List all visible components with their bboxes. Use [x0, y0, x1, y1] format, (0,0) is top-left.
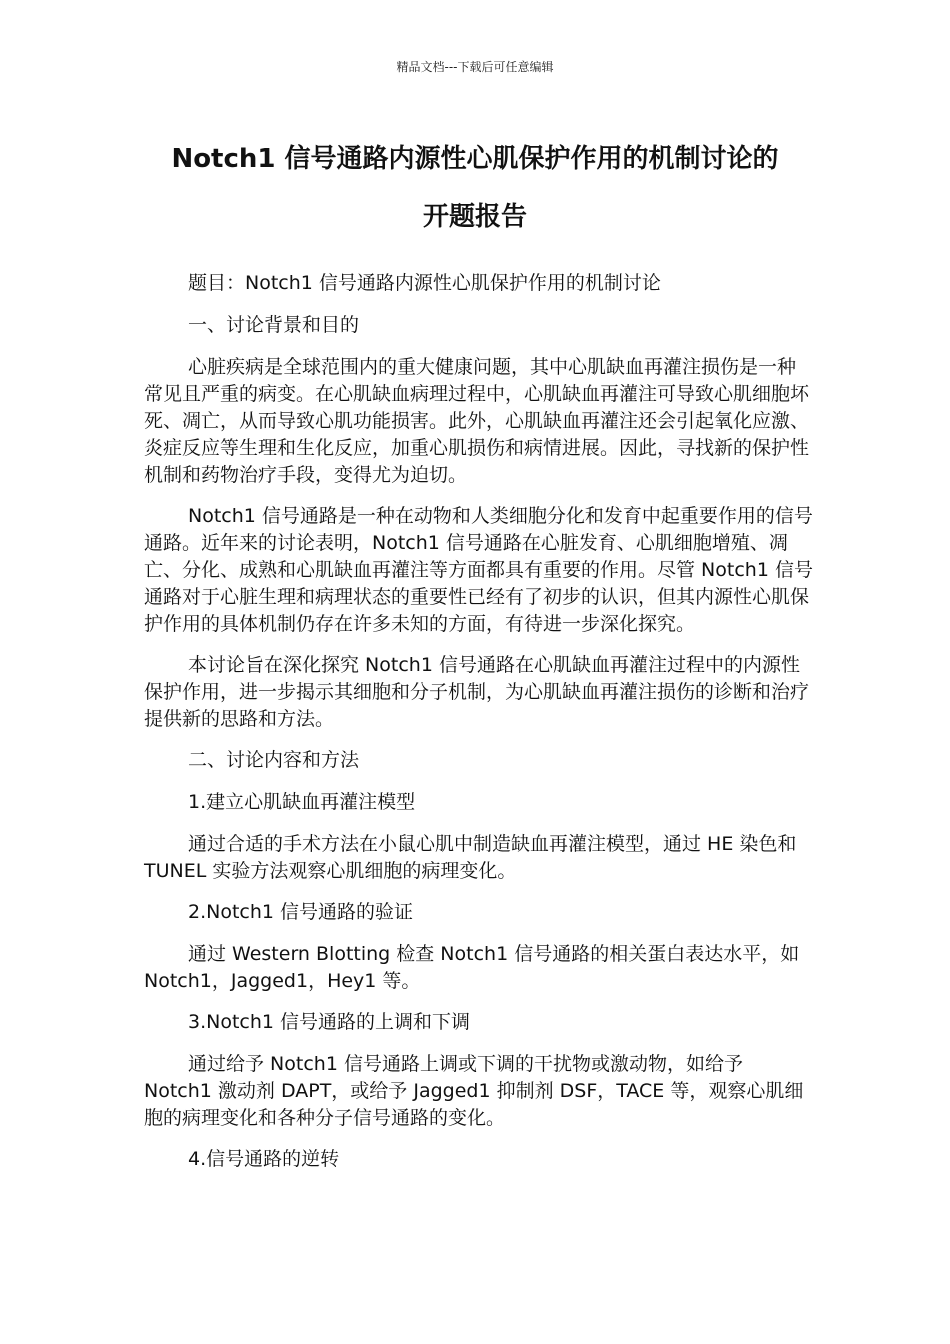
method-heading-2: 2.Notch1 信号通路的验证 — [188, 901, 414, 923]
method-paragraph-3: 通过给予 Notch1 信号通路上调或下调的干扰物或激动物，如给予 Notch1 激动剂 DAPT，或给予 Jagged1 抑制剂 DSF，TACE 等，观察心肌细胞的病理变化和各种分子信号通路的变化。 — [144, 1053, 804, 1129]
document-title-line-2: 开题报告 — [422, 202, 527, 232]
paragraph-background: 心脏疾病是全球范围内的重大健康问题，其中心肌缺血再灌注损伤是一种常见且严重的病变。在心肌缺血病理过程中，心肌缺血再灌注可导致心肌细胞坏死、凋亡，从而导致心肌功能损害。此外，心肌缺血再灌注还会引起氧化应激、炎症反应等生理和生化反应，加重心肌损伤和病情进展。因此，寻找新的保护性机制和药物治疗手段，变得尤为迫切。 — [144, 356, 810, 486]
section-heading-methods: 二、讨论内容和方法 — [188, 749, 360, 771]
method-paragraph-2: 通过 Western Blotting 检查 Notch1 信号通路的相关蛋白表达水平，如 Notch1，Jagged1，Hey1 等。 — [144, 943, 800, 992]
document-title-line-1: Notch1 信号通路内源性心肌保护作用的机制讨论的 — [171, 144, 779, 174]
section-heading-background: 一、讨论背景和目的 — [188, 314, 360, 336]
method-heading-1: 1.建立心肌缺血再灌注模型 — [188, 791, 416, 813]
document-body — [144, 270, 814, 1188]
topic-line: 题目：Notch1 信号通路内源性心肌保护作用的机制讨论 — [188, 272, 661, 294]
method-heading-4: 4.信号通路的逆转 — [188, 1148, 340, 1170]
paragraph-aim: 本讨论旨在深化探究 Notch1 信号通路在心肌缺血再灌注过程中的内源性保护作用，进一步揭示其细胞和分子机制，为心肌缺血再灌注损伤的诊断和治疗提供新的思路和方法。 — [144, 654, 810, 730]
method-paragraph-1: 通过合适的手术方法在小鼠心肌中制造缺血再灌注模型，通过 HE 染色和 TUNEL 实验方法观察心肌细胞的病理变化。 — [144, 833, 797, 882]
method-heading-3: 3.Notch1 信号通路的上调和下调 — [188, 1011, 471, 1033]
page-header-note: 精品文档---下载后可任意编辑 — [396, 60, 554, 74]
paragraph-notch1-intro: Notch1 信号通路是一种在动物和人类细胞分化和发育中起重要作用的信号通路。近年来的讨论表明，Notch1 信号通路在心脏发育、心肌细胞增殖、凋亡、分化、成熟和心肌缺血再灌注等方面都具有重要的作用。尽管 Notch1 信号通路对于心脏生理和病理状态的重要性已经有了初步的认识，但其内源性心肌保护作用的具体机制仍存在许多未知的方面，有待进一步深化探究。 — [144, 505, 813, 635]
